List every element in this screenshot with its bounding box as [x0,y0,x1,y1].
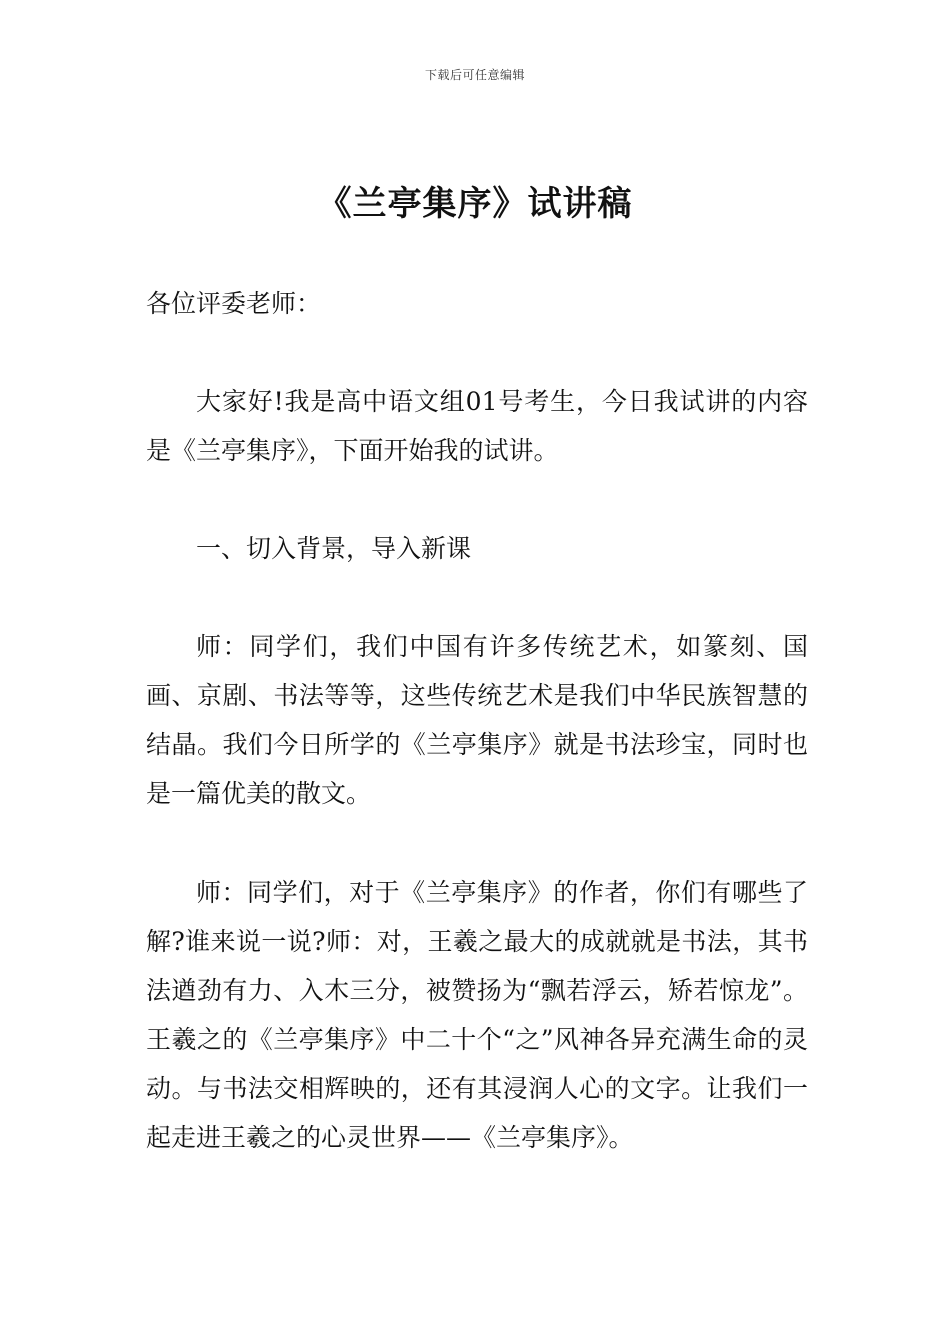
paragraph-teacher-2: 师：同学们，对于《兰亭集序》的作者，你们有哪些了解?谁来说一说?师：对，王羲之最大的成就就是书法，其书法遒劲有力、入木三分，被赞扬为“飘若浮云，矫若惊龙”。王羲之的《兰亭集序》中二十个“之”风神各异充满生命的灵动。与书法交相辉映的，还有其浸润人心的文字。让我们一起走进王羲之的心灵世界——《兰亭集序》。 [146,878,808,1152]
document-title: 《兰亭集序》试讲稿 [317,184,633,224]
page-header-note: 下载后可任意编辑 [424,68,525,82]
paragraph-teacher-1: 师：同学们，我们中国有许多传统艺术，如篆刻、国画、京剧、书法等等，这些传统艺术是我们中华民族智慧的结晶。我们今日所学的《兰亭集序》就是书法珍宝，同时也是一篇优美的散文。 [146,632,808,808]
salutation: 各位评委老师： [146,289,322,318]
paragraph-intro: 大家好!我是高中语文组01号考生，今日我试讲的内容是《兰亭集序》，下面开始我的试讲。 [146,387,808,465]
section-heading: 一、切入背景，导入新课 [196,534,472,563]
